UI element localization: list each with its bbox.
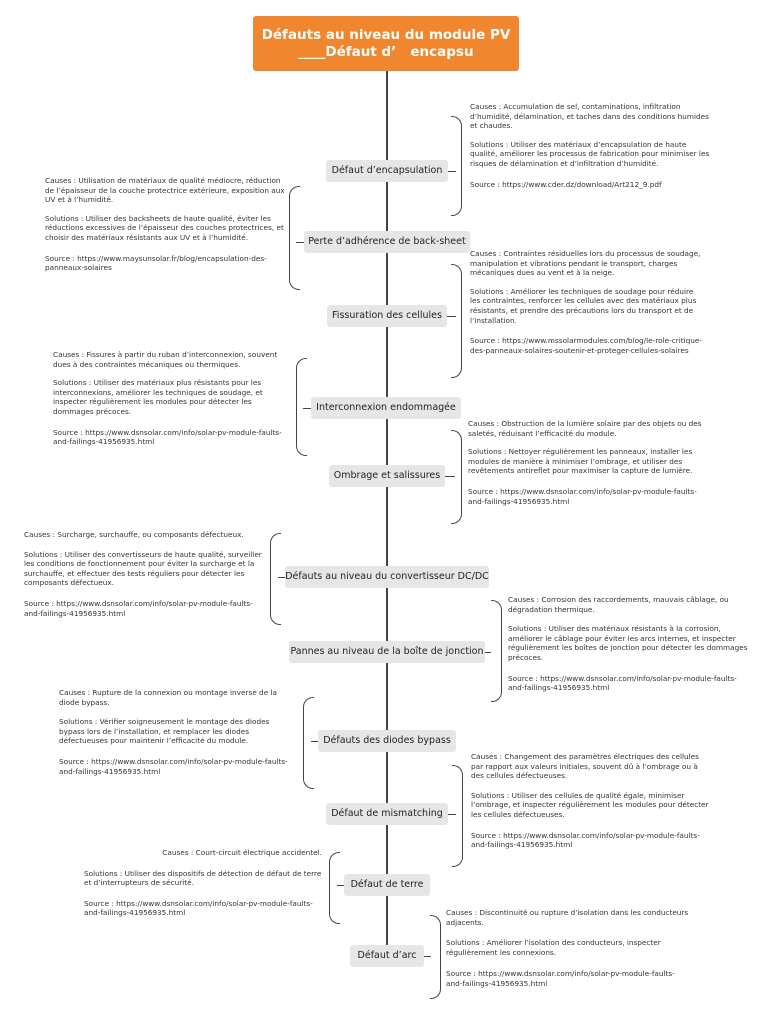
topic-defaut-encapsulation[interactable] — [326, 160, 448, 182]
details-diodes-bypass — [59, 688, 297, 776]
details-bracket — [451, 264, 462, 378]
root-title-line-2: ____Défaut d’ encapsu — [298, 43, 474, 60]
topic-label: Défauts au niveau du convertisseur DC/DC — [285, 571, 489, 582]
causes-text: Causes : Court-circuit électrique accidentel. — [162, 848, 322, 857]
details-bracket — [451, 116, 462, 216]
solutions-text: Solutions : Utiliser des matériaux d’encapsulation de haute qualité, améliorer les processus de fabrication pour minimiser les risques de délamination et d’infiltration d’humidité. — [470, 139, 710, 168]
topic-interconnexion-endommagee[interactable] — [311, 397, 461, 419]
solutions-text: Solutions : Utiliser des convertisseurs de haute qualité, surveiller les conditions de fonctionnement pour éviter la surcharge et la surchauffe, et effectuer des tests réguliers pour détecter les composants défectueux. — [24, 549, 262, 588]
causes-text: Causes : Discontinuité ou rupture d’isolation dans les conducteurs adjacents. — [446, 908, 689, 927]
topic-defaut-terre[interactable] — [344, 874, 430, 896]
causes-text: Causes : Fissures à partir du ruban d’interconnexion, souvent dues à des contraintes mécaniques ou thermiques. — [53, 350, 278, 369]
solutions-text: Solutions : Vérifier soigneusement le montage des diodes bypass lors de l’installation, et remplacer les diodes défectueuses pour maintenir l’efficacité du module. — [59, 717, 270, 746]
details-convertisseur — [24, 530, 268, 618]
topic-ombrage-salissures[interactable] — [329, 465, 445, 487]
details-terre — [84, 848, 326, 918]
solutions-text: Solutions : Utiliser des dispositifs de détection de défaut de terre et d’interrupteurs de sécurité. — [84, 868, 322, 888]
source-text[interactable]: Source : https://www.dsnsolar.com/info/solar-pv-module-faults-and-failings-41956935.html — [84, 898, 313, 918]
details-ombrage — [468, 419, 704, 506]
details-bracket — [289, 186, 300, 290]
causes-text: Causes : Surcharge, surchauffe, ou composants défectueux. — [24, 530, 244, 539]
details-bracket — [296, 358, 307, 456]
causes-text: Causes : Changement des paramètres électriques des cellules par rapport aux valeurs initiales, souvent dû à l’ombrage ou à des cellules défectueuses. — [471, 752, 699, 781]
solutions-text: Solutions : Utiliser des backsheets de haute qualité, éviter les réductions excessives de l’épaisseur des couches protectrices, et choisir des matériaux résistants aux UV et à l’humidité. — [45, 213, 284, 242]
causes-text: Causes : Obstruction de la lumière solaire par des objets ou des saletés, réduisant l’efficacité du module. — [468, 419, 702, 438]
solutions-text: Solutions : Utiliser des matériaux résistants à la corrosion, améliorer le câblage pour éviter les arcs internes, et inspecter régulièrement les boîtes de jonction pour détecter les dommages précoces. — [508, 624, 748, 662]
details-bracket — [452, 765, 463, 867]
topic-defaut-arc[interactable] — [350, 945, 424, 967]
details-fissuration — [470, 249, 706, 355]
details-perte-adherence — [45, 176, 285, 273]
details-bracket — [451, 430, 462, 524]
source-text[interactable]: Source : https://www.cder.dz/download/Art212_9.pdf — [470, 179, 662, 189]
root-title-line-1: Défauts au niveau du module PV — [261, 26, 511, 43]
details-bracket — [430, 915, 441, 999]
root-topic[interactable] — [253, 16, 519, 71]
solutions-text: Solutions : Améliorer l’isolation des conducteurs, inspecter régulièrement les connexions. — [446, 938, 661, 957]
source-text[interactable]: Source : https://www.dsnsolar.com/info/solar-pv-module-faults-and-failings-41956935.html — [446, 969, 675, 988]
source-text[interactable]: Source : https://www.dsnsolar.com/info/solar-pv-module-faults-and-failings-41956935.html — [468, 486, 697, 506]
source-text[interactable]: Source : https://www.dsnsolar.com/info/solar-pv-module-faults-and-failings-41956935.html — [508, 673, 737, 693]
source-text[interactable]: Source : https://www.dsnsolar.com/info/solar-pv-module-faults-and-failings-41956935.html — [59, 756, 288, 776]
solutions-text: Solutions : Utiliser des matériaux plus résistants pour les interconnexions, améliorer les techniques de soudage, et inspecter régulièrement les modules pour détecter les dommages précoces. — [53, 378, 263, 416]
topic-label: Interconnexion endommagée — [316, 402, 456, 413]
causes-text: Causes : Accumulation de sel, contaminations, infiltration d’humidité, délamination, et taches dans des conditions humides et chaudes. — [470, 102, 709, 131]
topic-label: Défaut d’arc — [357, 950, 417, 961]
topic-defauts-diodes-bypass[interactable] — [318, 730, 456, 752]
details-mismatching — [471, 752, 711, 850]
details-defaut-encapsulation — [470, 102, 710, 189]
details-bracket — [329, 852, 340, 924]
solutions-text: Solutions : Utiliser des cellules de qualité égale, minimiser l’ombrage, et inspecter régulièrement les modules pour détecter les cellules défectueuses. — [471, 790, 709, 819]
source-text[interactable]: Source : https://www.dsnsolar.com/info/solar-pv-module-faults-and-failings-41956935.html — [53, 427, 282, 447]
details-arc — [446, 908, 690, 989]
causes-text: Causes : Corrosion des raccordements, mauvais câblage, ou dégradation thermique. — [508, 595, 729, 614]
topic-label: Défaut de mismatching — [331, 808, 443, 819]
solutions-text: Solutions : Nettoyer régulièrement les panneaux, installer les modules de manière à minimiser l’ombrage, et utiliser des revêtements antireflet pour maximiser la capture de lumière. — [468, 447, 693, 476]
topic-label: Défaut de terre — [350, 879, 424, 890]
topic-label: Défauts des diodes bypass — [323, 735, 451, 746]
topic-label: Ombrage et salissures — [333, 470, 441, 481]
source-text[interactable]: Source : https://www.maysunsolar.fr/blog/encapsulation-des-panneaux-solaires — [45, 253, 267, 273]
causes-text: Causes : Contraintes résiduelles lors du processus de soudage, manipulation et vibrations pendant le transport, charges mécaniques dues au vent et à la neige. — [470, 249, 701, 278]
topic-perte-adherence-back-sheet[interactable] — [304, 231, 470, 253]
topic-defauts-convertisseur-dcdc[interactable] — [285, 566, 489, 588]
source-text[interactable]: Source : https://www.mssolarmodules.com/blog/le-role-critique-des-panneaux-solaires-soutenir-et-proteger-cellules-solaires — [470, 336, 703, 355]
source-text[interactable]: Source : https://www.dsnsolar.com/info/solar-pv-module-faults-and-failings-41956935.html — [471, 830, 700, 850]
topic-pannes-boite-jonction[interactable] — [289, 641, 485, 663]
causes-text: Causes : Utilisation de matériaux de qualité médiocre, réduction de l’épaisseur de la couche protectrice extérieure, exposition aux UV et à l’humidité. — [45, 176, 285, 205]
topic-label: Défaut d’encapsulation — [331, 165, 443, 176]
topic-label: Perte d’adhérence de back-sheet — [308, 236, 466, 247]
source-text[interactable]: Source : https://www.dsnsolar.com/info/solar-pv-module-faults-and-failings-41956935.html — [24, 598, 253, 618]
topic-fissuration-cellules[interactable] — [327, 305, 447, 327]
details-interconnexion — [53, 350, 293, 447]
details-bracket — [491, 600, 502, 702]
topic-label: Pannes au niveau de la boîte de jonction — [290, 646, 484, 657]
details-boite-jonction — [508, 595, 748, 693]
causes-text: Causes : Rupture de la connexion ou montage inverse de la diode bypass. — [59, 688, 278, 707]
main-spine-connector — [386, 71, 388, 959]
details-bracket — [303, 697, 314, 789]
solutions-text: Solutions : Améliorer les techniques de soudage pour réduire les contraintes, renforcer les cellules avec des matériaux plus résistants, et prendre des précautions lors du transport et de l’installation. — [470, 286, 697, 325]
topic-defaut-mismatching[interactable] — [326, 803, 448, 825]
details-bracket — [270, 533, 281, 625]
topic-label: Fissuration des cellules — [332, 310, 442, 321]
